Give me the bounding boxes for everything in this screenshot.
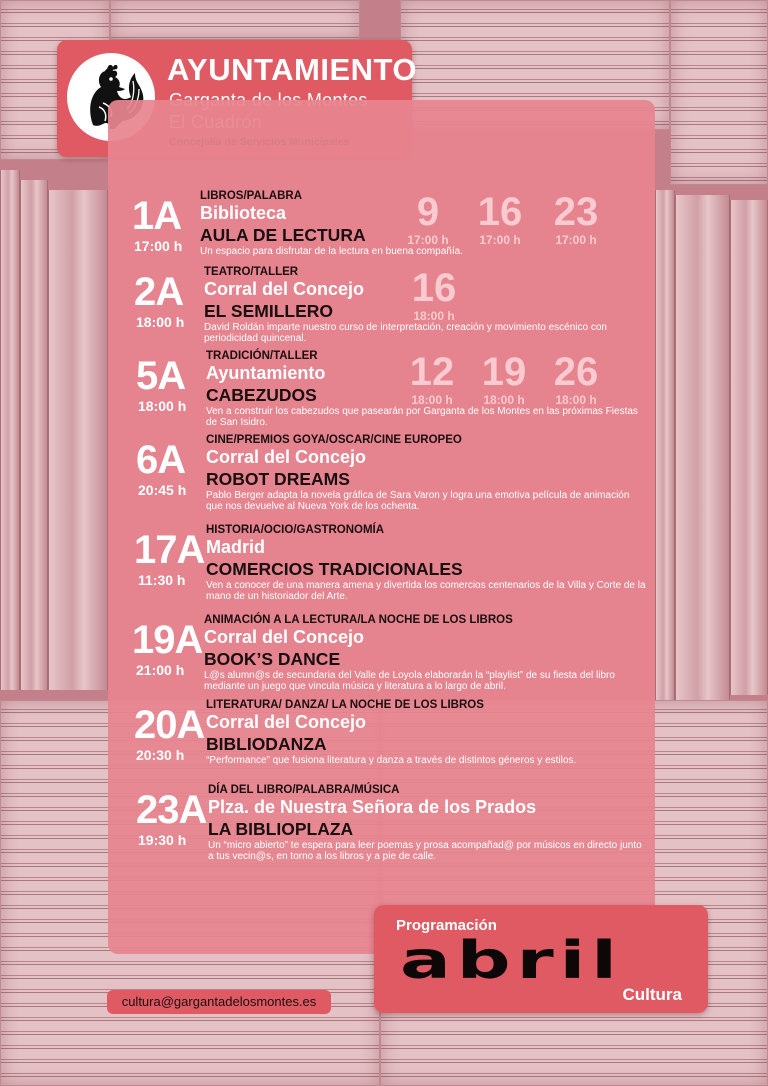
event-description: Pablo Berger adapta la novela gráfica de Sara Varon y logra una emotiva película de animación que nos devuelve al Nueva York de los ochenta.: [206, 490, 630, 512]
event-description: L@s alumn@s de secundaria del Valle de Loyola elaborarán la “playlist” de su fiesta del libro mediante un juego que vincula música y literatura a lo largo de abril.: [204, 670, 615, 692]
event-description: Ven a construir los cabezudos que pasearán por Garganta de los Montes en las próximas Fiestas de San Isidro.: [206, 406, 638, 428]
event-day: 1A: [132, 194, 182, 238]
event-place: Ayuntamiento: [206, 363, 326, 383]
event-place: Madrid: [206, 537, 266, 557]
event-category: TRADICIÓN/TALLER: [206, 350, 318, 362]
event-name: LA BIBLIOPLAZA: [208, 819, 354, 839]
event-category: CINE/PREMIOS GOYA/OSCAR/CINE EUROPEO: [206, 434, 462, 446]
event-description: David Roldán imparte nuestro curso de interpretación, creación y movimiento escénico con periodicidad quincenal.: [204, 322, 607, 344]
event-name: EL SEMILLERO: [204, 301, 333, 321]
event-place: Biblioteca: [200, 203, 287, 223]
program-label: Programación: [396, 917, 497, 934]
event-time: 18:00 h: [138, 398, 187, 414]
event-name: COMERCIOS TRADICIONALES: [206, 559, 463, 579]
repeat-date: 26 18:00 h: [553, 350, 599, 407]
header-title: AYUNTAMIENTO: [167, 52, 418, 87]
repeat-date: 19 18:00 h: [481, 350, 527, 407]
event-day: 6A: [136, 438, 186, 482]
event-time: 21:00 h: [136, 662, 185, 678]
event-time: 11:30 h: [138, 572, 186, 588]
event-category: DÍA DEL LIBRO/PALABRA/MÚSICA: [208, 784, 400, 796]
event-category: ANIMACIÓN A LA LECTURA/LA NOCHE DE LOS LIBROS: [204, 614, 513, 626]
event-name: BIBLIODANZA: [206, 734, 327, 754]
event-name: ROBOT DREAMS: [206, 469, 350, 489]
event-time: 18:00 h: [136, 314, 185, 330]
event-day: 2A: [134, 270, 184, 314]
events-panel: [108, 100, 655, 954]
event-description: Un “micro abierto” te espera para leer poemas y prosa acompañad@ por músicos en directo junto a tus vecin@s, en torno a los libros y a pie de calle.: [208, 840, 642, 862]
repeat-date: 9 17:00 h: [407, 190, 449, 247]
event-category: TEATRO/TALLER: [204, 266, 299, 278]
event-place: Plza. de Nuestra Señora de los Prados: [208, 797, 537, 817]
event-category: HISTORIA/OCIO/GASTRONOMÍA: [206, 524, 385, 536]
event-day: 5A: [136, 354, 186, 398]
event-description: Ven a conocer de una manera amena y divertida los comercios centenarios de la Villa y Corte de la mano de un historiador del Arte.: [206, 580, 646, 602]
event-name: AULA DE LECTURA: [200, 225, 366, 245]
repeat-date: 16 17:00 h: [477, 190, 523, 247]
program-box: [374, 905, 708, 1013]
event-time: 19:30 h: [138, 832, 187, 848]
repeat-date: 23 17:00 h: [553, 190, 599, 247]
event-time: 20:45 h: [138, 482, 187, 498]
event-day: 19A: [132, 618, 203, 662]
event-day: 17A: [134, 528, 205, 572]
contact-email-link[interactable]: cultura@gargantadelosmontes.es: [107, 990, 331, 1014]
event-description: “Performance” que fusiona literatura y danza a través de distintos géneros y estilos.: [206, 755, 577, 766]
event-time: 20:30 h: [136, 747, 185, 763]
repeat-date: 16 18:00 h: [411, 266, 457, 323]
event-name: BOOK’S DANCE: [204, 649, 341, 669]
event-place: Corral del Concejo: [206, 712, 367, 732]
event-time: 17:00 h: [134, 238, 183, 254]
event-day: 23A: [136, 788, 207, 832]
event-description: Un espacio para disfrutar de la lectura en buena compañía.: [200, 246, 463, 257]
event-name: CABEZUDOS: [206, 385, 317, 405]
event-place: Corral del Concejo: [206, 447, 367, 467]
program-area: Cultura: [622, 985, 682, 1004]
event-place: Corral del Concejo: [204, 279, 365, 299]
event-category: LITERATURA/ DANZA/ LA NOCHE DE LOS LIBROS: [206, 699, 484, 711]
program-month: abril: [400, 931, 623, 991]
event-category: LIBROS/PALABRA: [200, 190, 303, 202]
repeat-date: 12 18:00 h: [409, 350, 455, 407]
event-place: Corral del Concejo: [204, 627, 365, 647]
event-day: 20A: [134, 703, 205, 747]
